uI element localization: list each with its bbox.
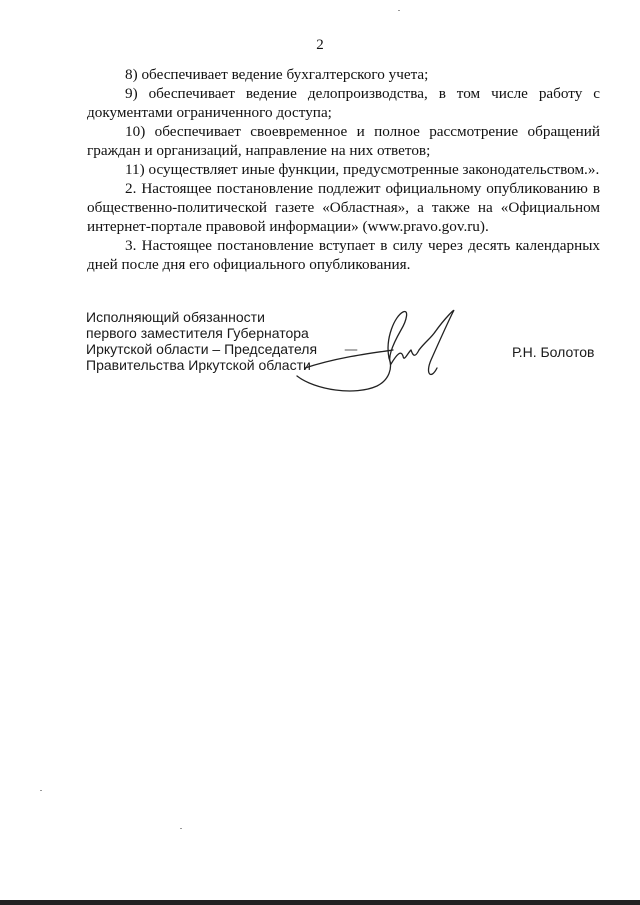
signatory-position-line: Правительства Иркутской области — [86, 357, 311, 373]
scan-speck — [180, 828, 182, 829]
signatory-position-line: Исполняющий обязанности — [86, 309, 265, 325]
signatory-position-line: Иркутской области – Председателя — [86, 341, 318, 357]
signatory-name: Р.Н. Болотов — [512, 344, 595, 360]
scan-speck — [40, 790, 42, 791]
document-body — [87, 65, 600, 274]
signatory-position-line: первого заместителя Губернатора — [86, 325, 309, 341]
page-number: 2 — [316, 37, 324, 53]
signatory-position — [86, 309, 317, 373]
paragraph-item-9: 9) обеспечивает ведение делопроизводства, в том числе работу с документами ограниченного доступа; — [87, 85, 600, 121]
paragraph-effective-date: 3. Настоящее постановление вступает в силу через десять календарных дней после дня его официального опубликования. — [87, 237, 600, 273]
scan-edge — [0, 900, 640, 905]
paragraph-publication: 2. Настоящее постановление подлежит официальному опубликованию в общественно-политической газете «Областная», а также на «Официальном интернет-портале правовой информации» (www.pravo.gov.ru). — [87, 180, 600, 235]
paragraph-item-8: 8) обеспечивает ведение бухгалтерского учета; — [125, 66, 429, 83]
paragraph-item-10: 10) обеспечивает своевременное и полное рассмотрение обращений граждан и организаций, направление на них ответов; — [87, 123, 600, 159]
paragraph-item-11: 11) осуществляет иные функции, предусмотренные законодательством.». — [125, 161, 600, 178]
scan-speck — [398, 10, 400, 11]
handwritten-signature — [285, 298, 465, 398]
